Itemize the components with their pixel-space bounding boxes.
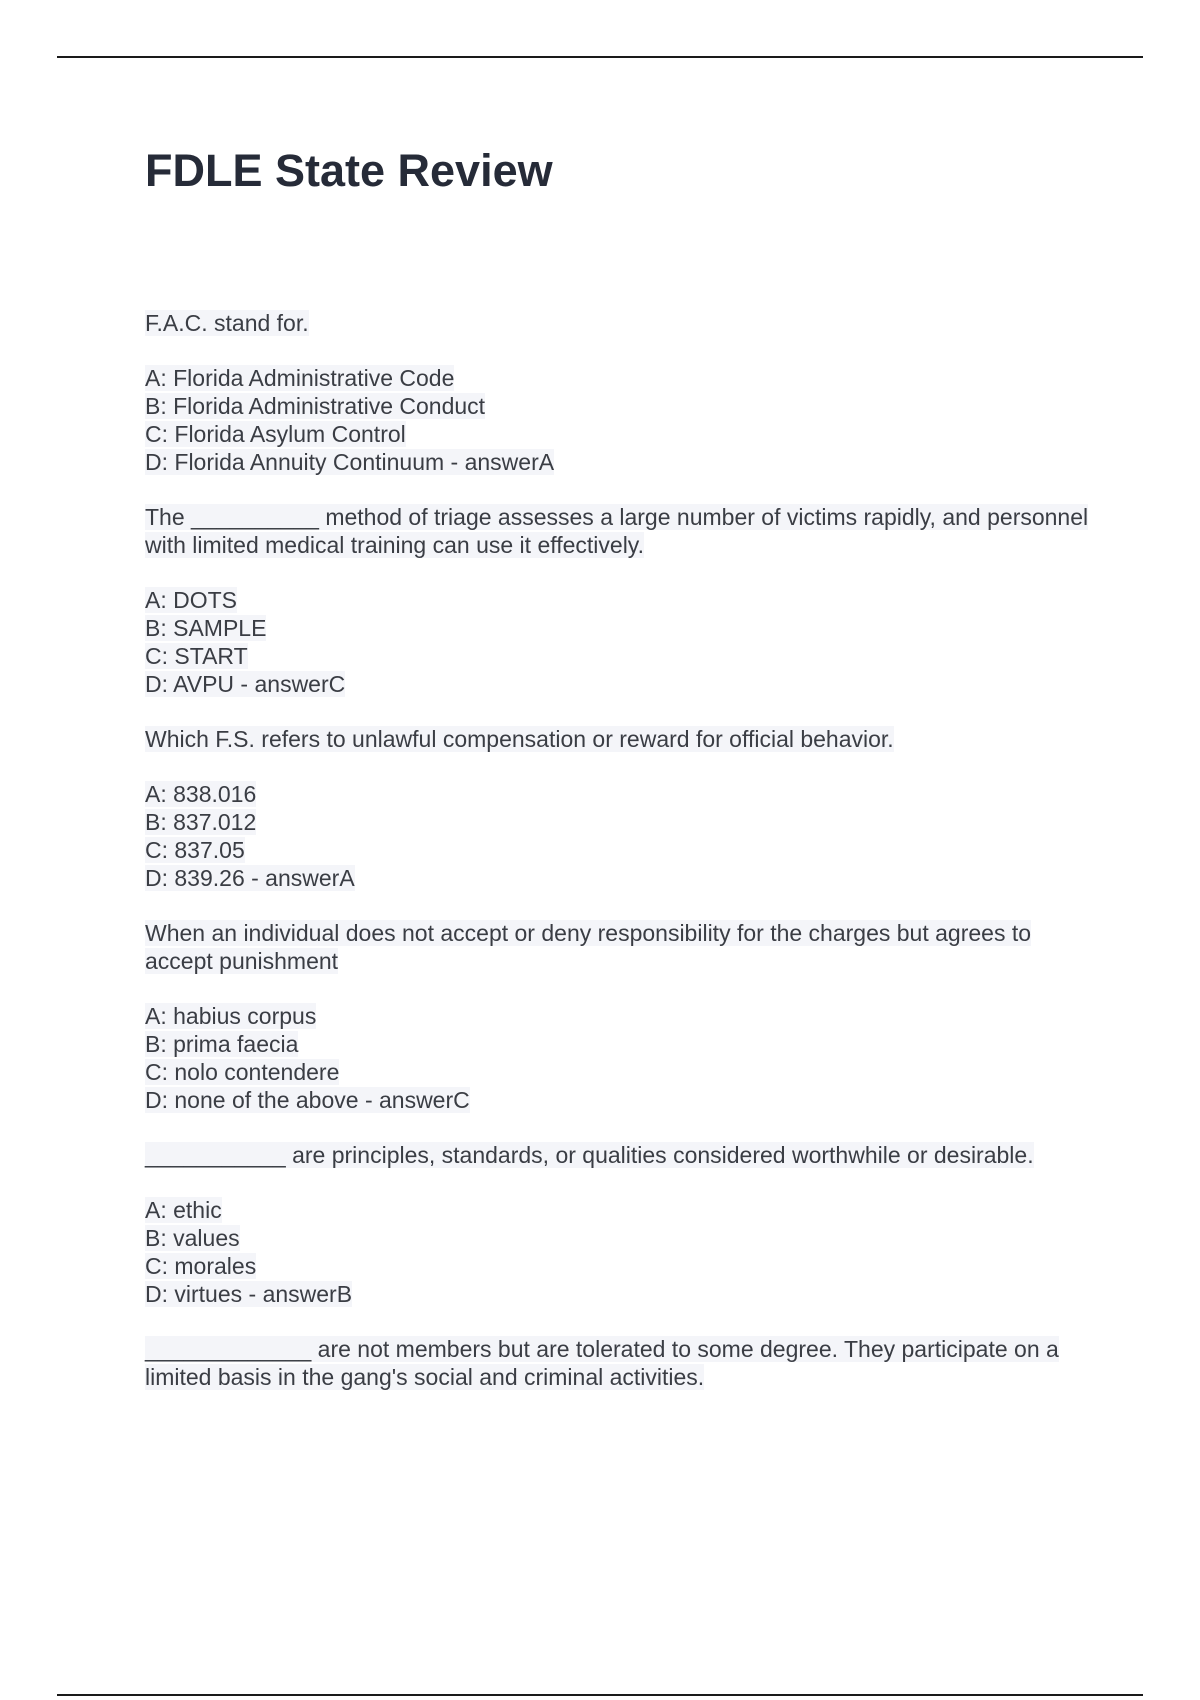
- top-rule: [57, 56, 1143, 58]
- question-block: [145, 503, 1095, 698]
- answer-option: D: Florida Annuity Continuum - answerA: [145, 449, 555, 475]
- question-block: [145, 1335, 1095, 1391]
- answer-option: C: 837.05: [145, 837, 245, 863]
- document-title: FDLE State Review: [145, 145, 553, 196]
- answer-option: B: values: [145, 1225, 240, 1251]
- bottom-rule: [57, 1694, 1143, 1696]
- question-block: [145, 919, 1095, 1114]
- answer-option: B: prima faecia: [145, 1031, 299, 1057]
- answer-option: A: DOTS: [145, 587, 238, 613]
- answer-option: B: Florida Administrative Conduct: [145, 393, 486, 419]
- answer-option: C: START: [145, 643, 248, 669]
- answer-option: D: 839.26 - answerA: [145, 865, 355, 891]
- answer-option: C: nolo contendere: [145, 1059, 340, 1085]
- question-list: [145, 309, 1095, 1418]
- answer-option: C: Florida Asylum Control: [145, 421, 406, 447]
- answer-option: D: AVPU - answerC: [145, 671, 346, 697]
- answer-option: A: Florida Administrative Code: [145, 365, 455, 391]
- answer-option: A: ethic: [145, 1197, 222, 1223]
- answer-option: B: 837.012: [145, 809, 257, 835]
- question-block: [145, 1141, 1095, 1308]
- question-text: Which F.S. refers to unlawful compensation or reward for official behavior.: [145, 726, 894, 752]
- answer-option: C: morales: [145, 1253, 257, 1279]
- answer-option: A: habius corpus: [145, 1003, 317, 1029]
- answer-option: A: 838.016: [145, 781, 257, 807]
- question-text: The __________ method of triage assesses a large number of victims rapidly, and personnel with limited medical training can use it effectively.: [145, 504, 1089, 558]
- question-block: [145, 309, 1095, 476]
- question-text: F.A.C. stand for.: [145, 310, 309, 336]
- answer-option: D: virtues - answerB: [145, 1281, 353, 1307]
- question-text: _____________ are not members but are tolerated to some degree. They participate on a limited basis in the gang's social and criminal activities.: [145, 1336, 1059, 1390]
- question-text: When an individual does not accept or deny responsibility for the charges but agrees to accept punishment: [145, 920, 1032, 974]
- answer-option: B: SAMPLE: [145, 615, 267, 641]
- answer-option: D: none of the above - answerC: [145, 1087, 470, 1113]
- question-block: [145, 725, 1095, 892]
- question-text: ___________ are principles, standards, or qualities considered worthwhile or desirable.: [145, 1142, 1034, 1168]
